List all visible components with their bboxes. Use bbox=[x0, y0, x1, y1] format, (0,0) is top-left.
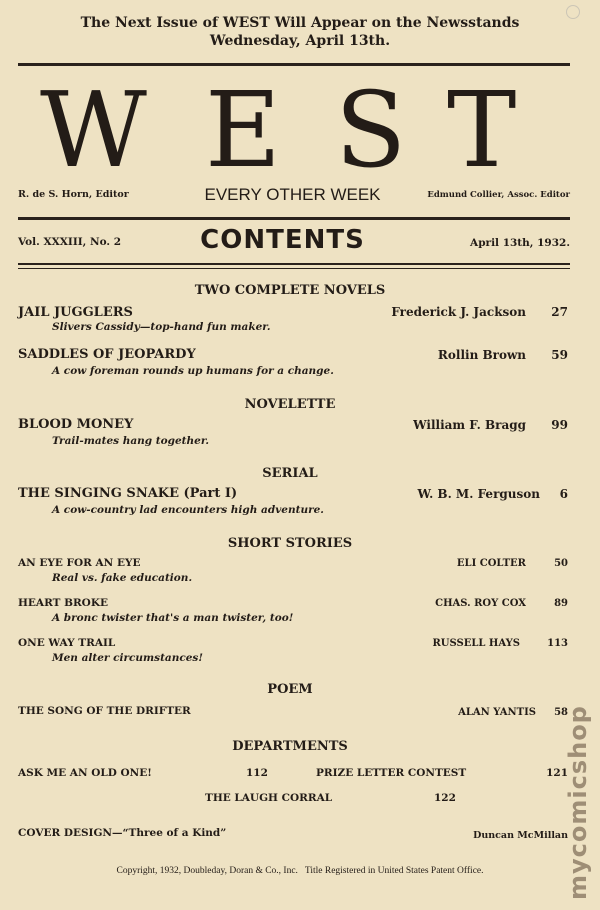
page-saddles: 59 bbox=[551, 348, 568, 362]
author-saddles: Rollin Brown bbox=[437, 348, 526, 362]
editor-credit: R. de S. Horn, Editor bbox=[18, 189, 129, 200]
section-heading-novels: TWO COMPLETE NOVELS bbox=[194, 283, 386, 298]
section-heading-departments: DEPARTMENTS bbox=[232, 739, 348, 754]
story-title-singing-snake: THE SINGING SNAKE (Part I) bbox=[18, 486, 238, 501]
masthead-rule bbox=[18, 217, 570, 220]
story-title-saddles: SADDLES OF JEOPARDY bbox=[18, 347, 196, 362]
title-letter-t: T bbox=[447, 69, 517, 191]
contents-rule-bottom bbox=[18, 268, 570, 269]
description-one-way-trail: Men alter circumstances! bbox=[52, 652, 203, 664]
story-title-eye-for-an-eye: AN EYE FOR AN EYE bbox=[18, 557, 141, 569]
publication-frequency: EVERY OTHER WEEK bbox=[204, 185, 381, 204]
author-jail-jugglers: Frederick J. Jackson bbox=[391, 305, 526, 319]
cover-design-credit: COVER DESIGN—“Three of a Kind” bbox=[18, 827, 227, 839]
page-jail-jugglers: 27 bbox=[551, 305, 568, 319]
issue-notice bbox=[0, 14, 600, 50]
page-ask-me: 112 bbox=[246, 767, 268, 779]
page-heart-broke: 89 bbox=[554, 598, 568, 609]
department-laugh-corral: THE LAUGH CORRAL bbox=[205, 792, 333, 804]
description-jail-jugglers: Slivers Cassidy—top-hand fun maker. bbox=[52, 321, 271, 333]
contents-rule-top bbox=[18, 263, 570, 265]
story-title-heart-broke: HEART BROKE bbox=[18, 597, 108, 609]
page-laugh-corral: 122 bbox=[434, 792, 456, 804]
title-letter-s: S bbox=[335, 69, 407, 191]
page-drifter: 58 bbox=[554, 707, 568, 718]
title-letter-e: E bbox=[205, 69, 281, 191]
issue-date: April 13th, 1932. bbox=[470, 237, 570, 249]
story-title-blood-money: BLOOD MONEY bbox=[18, 417, 134, 432]
issue-notice-line-2: Wednesday, April 13th. bbox=[209, 33, 391, 49]
page-singing-snake: 6 bbox=[559, 487, 568, 501]
department-prize-letter: PRIZE LETTER CONTEST bbox=[316, 767, 467, 779]
watermark-text: mycomicshop bbox=[564, 705, 592, 900]
description-heart-broke: A bronc twister that's a man twister, too! bbox=[52, 612, 294, 624]
top-rule bbox=[18, 63, 570, 66]
story-title-one-way-trail: ONE WAY TRAIL bbox=[18, 637, 116, 649]
title-letter-w: W bbox=[40, 69, 147, 191]
author-chas-roy-cox: CHAS. ROY COX bbox=[435, 598, 526, 609]
description-saddles: A cow foreman rounds up humans for a change. bbox=[52, 365, 334, 377]
copyright-notice: Copyright, 1932, Doubleday, Doran & Co., Inc. Title Registered in United States Patent Office. bbox=[116, 866, 484, 876]
story-title-jail-jugglers: JAIL JUGGLERS bbox=[18, 305, 133, 320]
page-blood-money: 99 bbox=[551, 418, 568, 432]
section-heading-serial: SERIAL bbox=[262, 466, 318, 481]
contents-title: CONTENTS bbox=[200, 225, 365, 255]
author-singing-snake: W. B. M. Ferguson bbox=[417, 487, 540, 501]
page-one-way-trail: 113 bbox=[547, 638, 568, 649]
description-singing-snake: A cow-country lad encounters high adventure. bbox=[52, 504, 324, 516]
issue-notice-line-1: The Next Issue of WEST Will Appear on the Newsstands bbox=[80, 15, 520, 31]
associate-editor-credit: Edmund Collier, Assoc. Editor bbox=[427, 190, 570, 200]
volume-number: Vol. XXXIII, No. 2 bbox=[18, 236, 122, 248]
cover-artist: Duncan McMillan bbox=[473, 830, 568, 841]
section-heading-poem: POEM bbox=[267, 682, 313, 697]
author-eli-colter: ELI COLTER bbox=[456, 558, 526, 569]
description-eye-for-an-eye: Real vs. fake education. bbox=[52, 572, 193, 584]
section-heading-novelette: NOVELETTE bbox=[244, 397, 336, 412]
page-prize-letter: 121 bbox=[546, 767, 568, 779]
description-blood-money: Trail-mates hang together. bbox=[52, 435, 210, 447]
department-ask-me: ASK ME AN OLD ONE! bbox=[18, 767, 152, 779]
page-eye-for-an-eye: 50 bbox=[554, 558, 568, 569]
author-alan-yantis: ALAN YANTIS bbox=[458, 707, 536, 718]
author-blood-money: William F. Bragg bbox=[413, 418, 526, 432]
section-heading-short-stories: SHORT STORIES bbox=[227, 536, 353, 551]
author-russell-hays: RUSSELL HAYS bbox=[432, 638, 520, 649]
poem-title-drifter: THE SONG OF THE DRIFTER bbox=[18, 705, 191, 717]
